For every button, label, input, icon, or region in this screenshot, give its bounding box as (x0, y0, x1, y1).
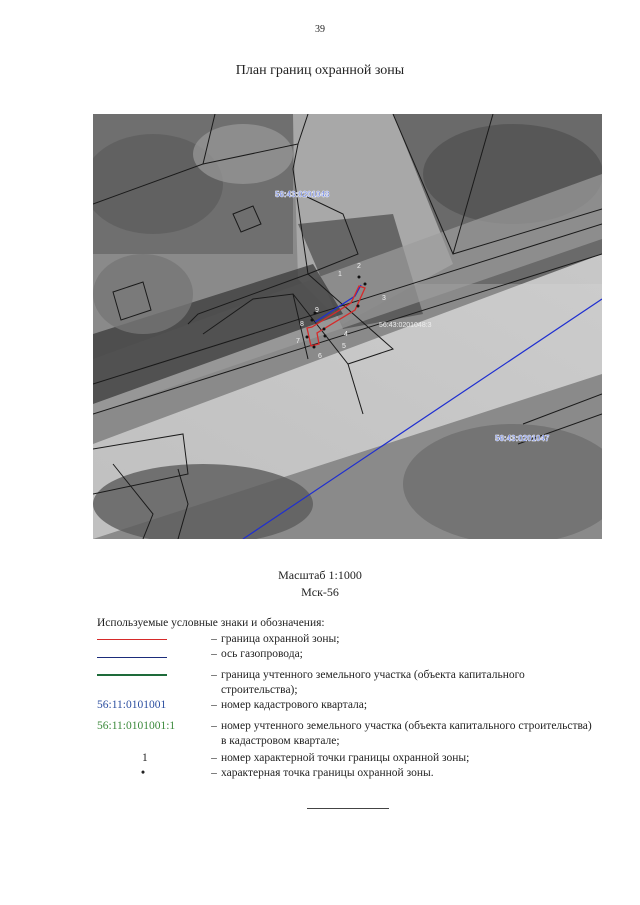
quarter-label-bottom: 56:43:0201047 (495, 434, 550, 443)
point-label: 9 (315, 307, 319, 314)
point-label: 4 (344, 331, 348, 338)
legend-row-quarter-number: 56:11:0101001 – номер кадастрового квартала; (97, 699, 368, 711)
legend-row-axis: – ось газопровода; (97, 647, 597, 668)
scale-text: Масштаб 1:1000 (278, 568, 362, 582)
red-line-symbol (97, 639, 167, 640)
point-label: 1 (338, 271, 342, 278)
scale-block (0, 567, 640, 601)
point-label: 8 (300, 321, 304, 328)
legend-row-parcel-border: – граница учтенного земельного участка (объекта капитального строительства); (97, 668, 597, 698)
point-label: 6 (318, 353, 322, 360)
legend-row-parcel-number: 56:11:0101001:1 – номер учтенного земельного участка (объекта капитального строительства) в кадастровом квартале; (97, 720, 592, 747)
legend-row-zone: – граница охранной зоны; (97, 632, 597, 647)
point-label: 3 (382, 295, 386, 302)
page-title: План границ охранной зоны (235, 63, 405, 78)
parcel-label: 56:43:0201048:3 (379, 322, 432, 329)
quarter-label-top: 56:43:0201048 (275, 190, 330, 199)
point-label: 2 (357, 263, 361, 270)
page-number: 39 (315, 24, 325, 35)
legend-row-point-number: 1 – номер характерной точки границы охранной зоны; (142, 752, 470, 764)
crs-text: Мск-56 (301, 585, 339, 599)
footer-divider (307, 808, 389, 809)
point-label: 7 (296, 338, 300, 345)
green-line-symbol (97, 674, 167, 676)
legend-row-point: • – характерная точка границы охранной зоны. (141, 767, 434, 779)
legend-heading: Используемые условные знаки и обозначения: (97, 617, 325, 629)
map-image (93, 114, 602, 539)
blue-line-symbol (97, 657, 167, 658)
point-label: 5 (342, 343, 346, 350)
legend (97, 632, 597, 781)
aerial-plan (93, 114, 602, 539)
